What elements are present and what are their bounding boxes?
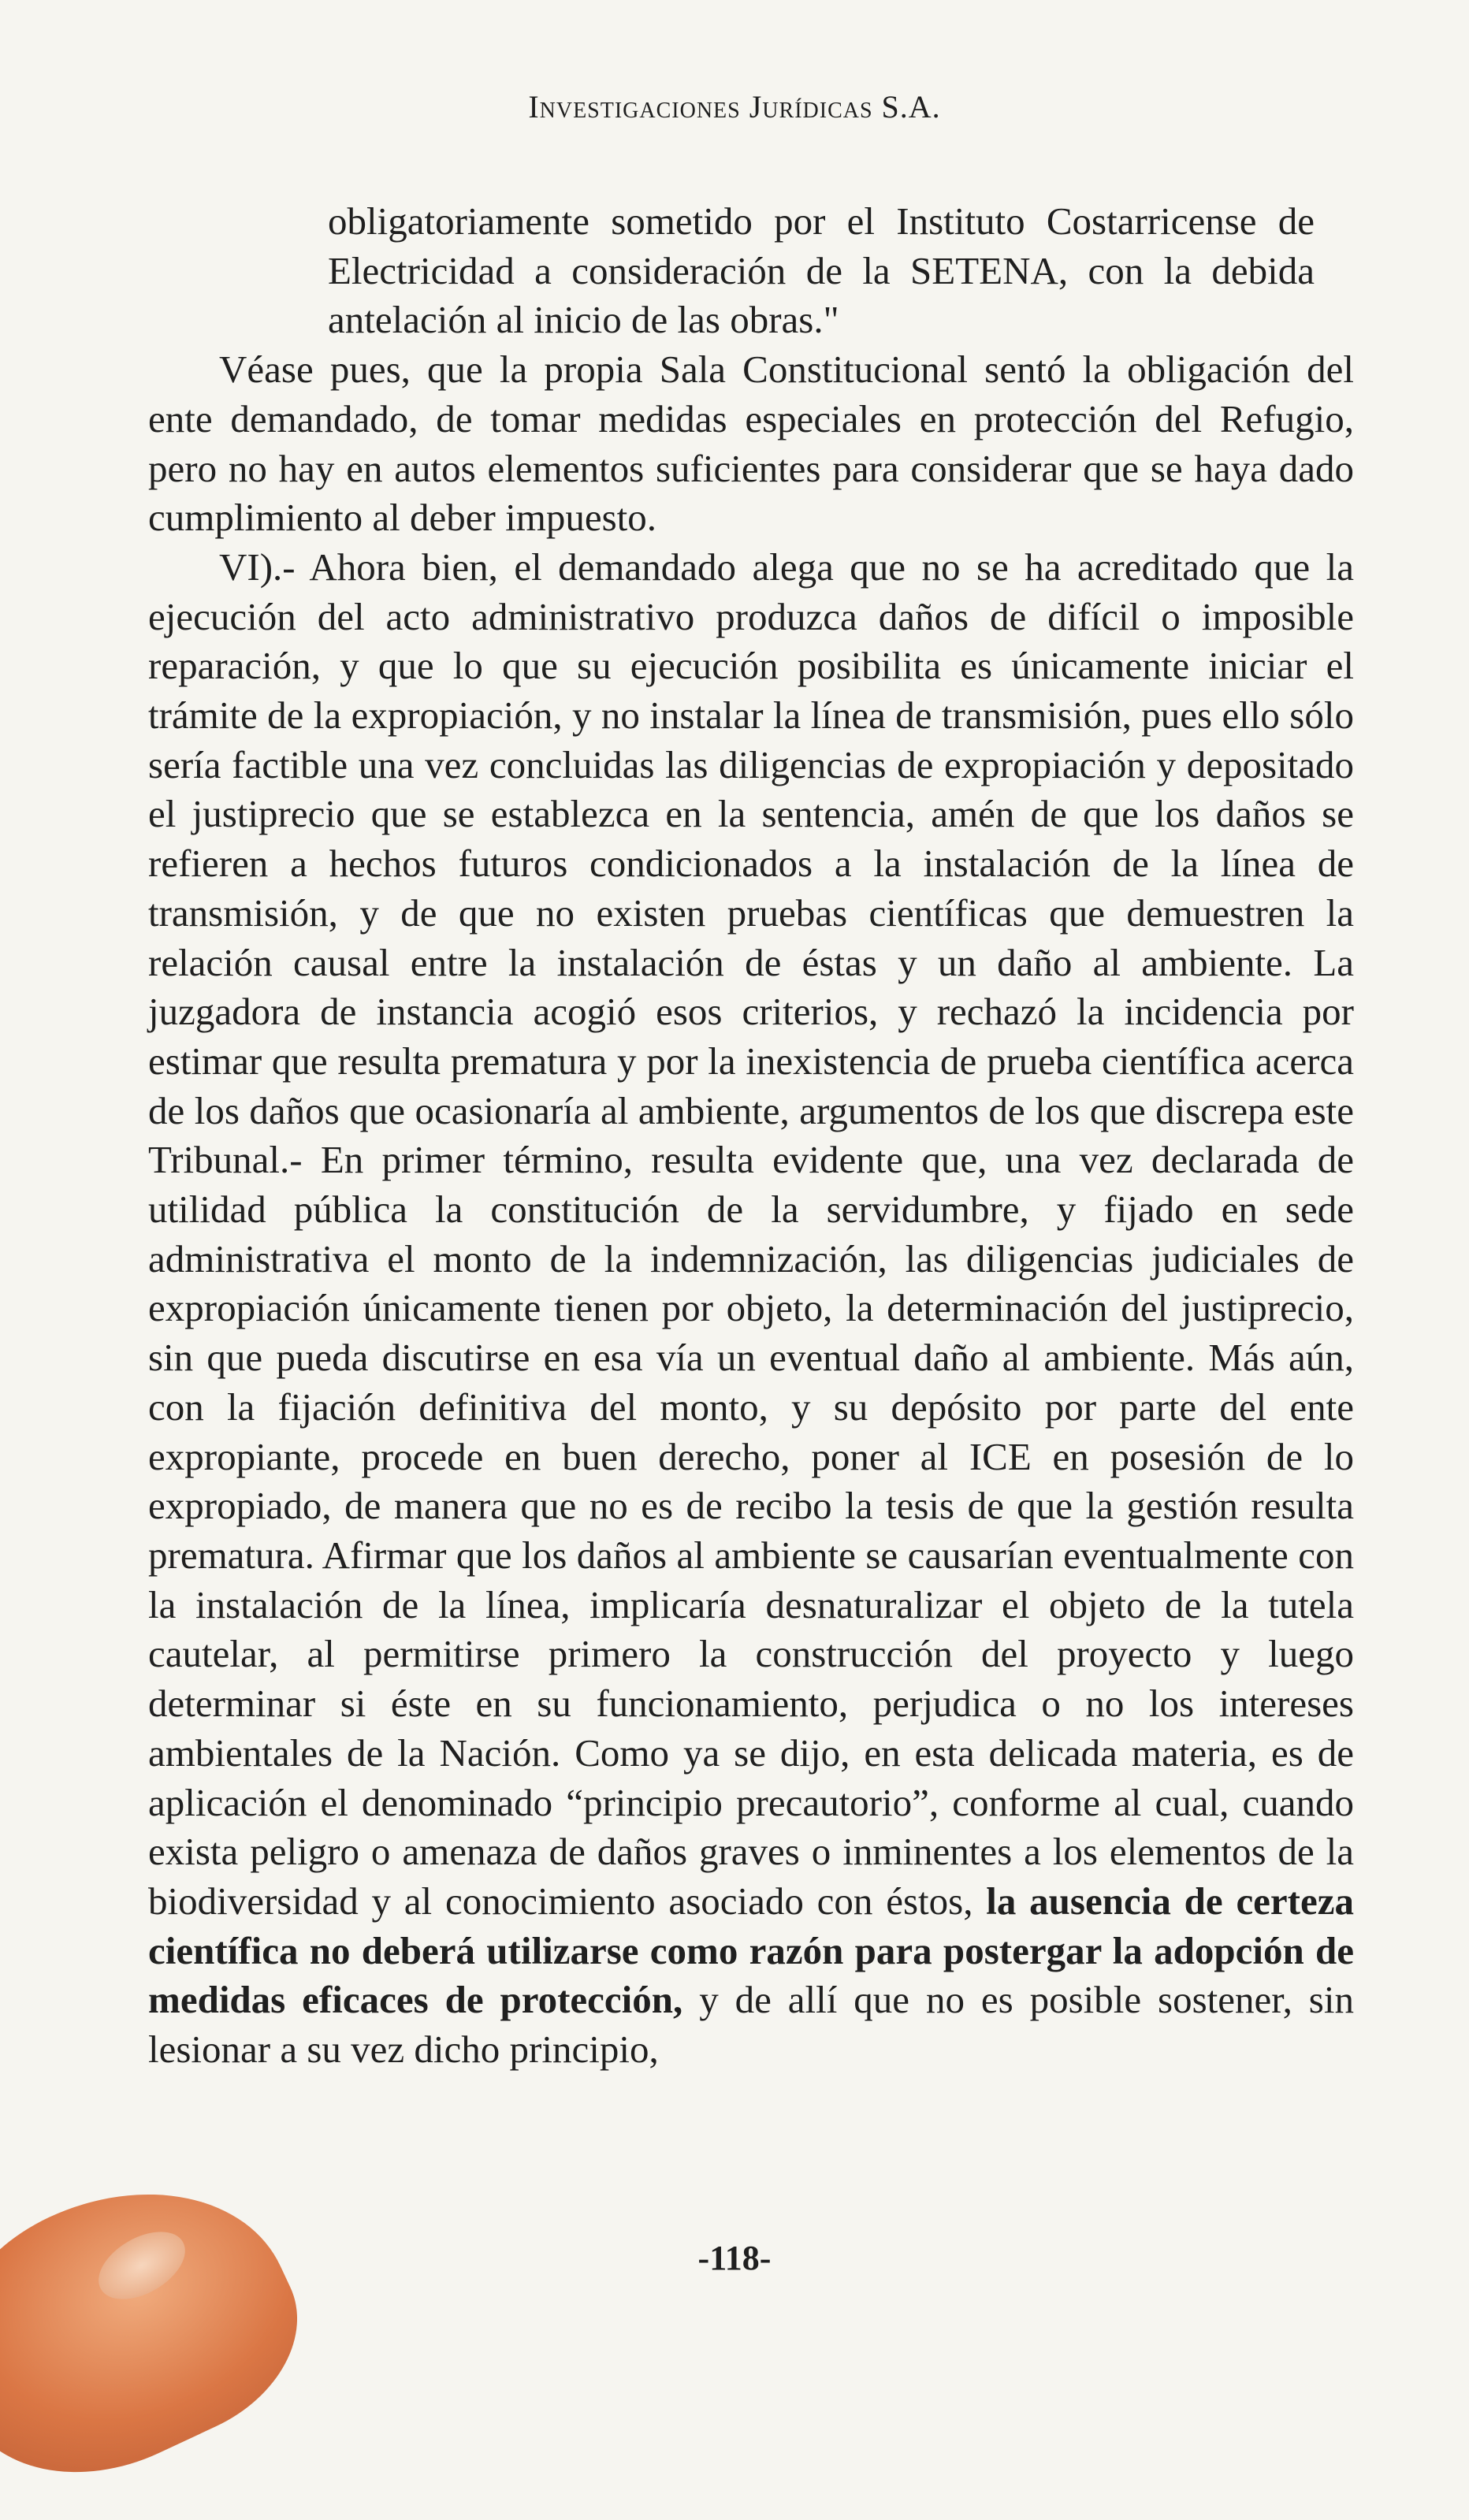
page-body bbox=[148, 197, 1354, 2075]
paragraph-2-tail-text: y de allí que no es posible sostener, sin lesionar a su vez dicho principio, bbox=[148, 1978, 1354, 2072]
paragraph-2 bbox=[148, 543, 1354, 2075]
quoted-paragraph: obligatoriamente sometido por el Instituto Costarricense de Electricidad a consideración de la SETENA, con la debida antelación al inicio de las obras." bbox=[328, 199, 1315, 342]
thumb-icon bbox=[0, 2137, 330, 2519]
paragraph-1: Véase pues, que la propia Sala Constitucional sentó la obligación del ente demandado, de tomar medidas especiales en protección del Refugio, pero no hay en autos elementos suficientes para considerar que se haya dado cumplimiento al deber impuesto. bbox=[148, 348, 1354, 540]
paragraph-2-text: VI).- Ahora bien, el demandado alega que no se ha acreditado que la ejecución del acto administrativo produzca daños de difícil o imposible reparación, y que lo que su ejecución posibilita es únicamente iniciar el trámite de la expropiación, y no instalar la línea de transmisión, pues ello sólo sería factible una vez concluidas las diligencias de expropiación y depositado el justiprecio que se establezca en la sentencia, amén de que los daños se refieren a hechos futuros condicionados a la instalación de la línea de transmisión, y de que no existen pruebas científicas que demuestren la relación causal entre la instalación de éstas y un daño al ambiente. La juzgadora de instancia acogió esos criterios, y rechazó la incidencia por estimar que resulta prematura y por la inexistencia de prueba científica acerca de los daños que ocasionaría al ambiente, argumentos de los que discrepa este Tribunal.- En primer término, resulta evidente que, una vez declarada de utilidad pública la constitución de la servidumbre, y fijado en sede administrativa el monto de la indemnización, las diligencias judiciales de expropiación únicamente tienen por objeto, la determinación del justiprecio, sin que pueda discutirse en esa vía un eventual daño al ambiente. Más aún, con la fijación definitiva del monto, y su depósito por parte del ente expropiante, procede en buen derecho, poner al ICE en posesión de lo expropiado, de manera que no es de recibo la tesis de que la gestión resulta prematura. Afirmar que los daños al ambiente se causarían eventualmente con la instalación de la línea, implicaría desnaturalizar el objeto de la tutela cautelar, al permitirse primero la construcción del proyecto y luego determinar si éste en su funcionamiento, perjudica o no los intereses ambientales de la Nación. Como ya se dijo, en esta delicada materia, es de aplicación el denominado “principio precautorio”, conforme al cual, cuando exista peligro o amenaza de daños graves o inminentes a los elementos de la biodiversidad y al conocimiento asociado con éstos, bbox=[148, 545, 1354, 1923]
running-header: Investigaciones Jurídicas S.A. bbox=[528, 89, 941, 125]
page-number: -118- bbox=[697, 2239, 772, 2277]
paragraph-2-bold-text: la ausencia de certeza científica no deberá utilizarse como razón para postergar la adopción de medidas eficaces de protección, bbox=[148, 1879, 1354, 2022]
